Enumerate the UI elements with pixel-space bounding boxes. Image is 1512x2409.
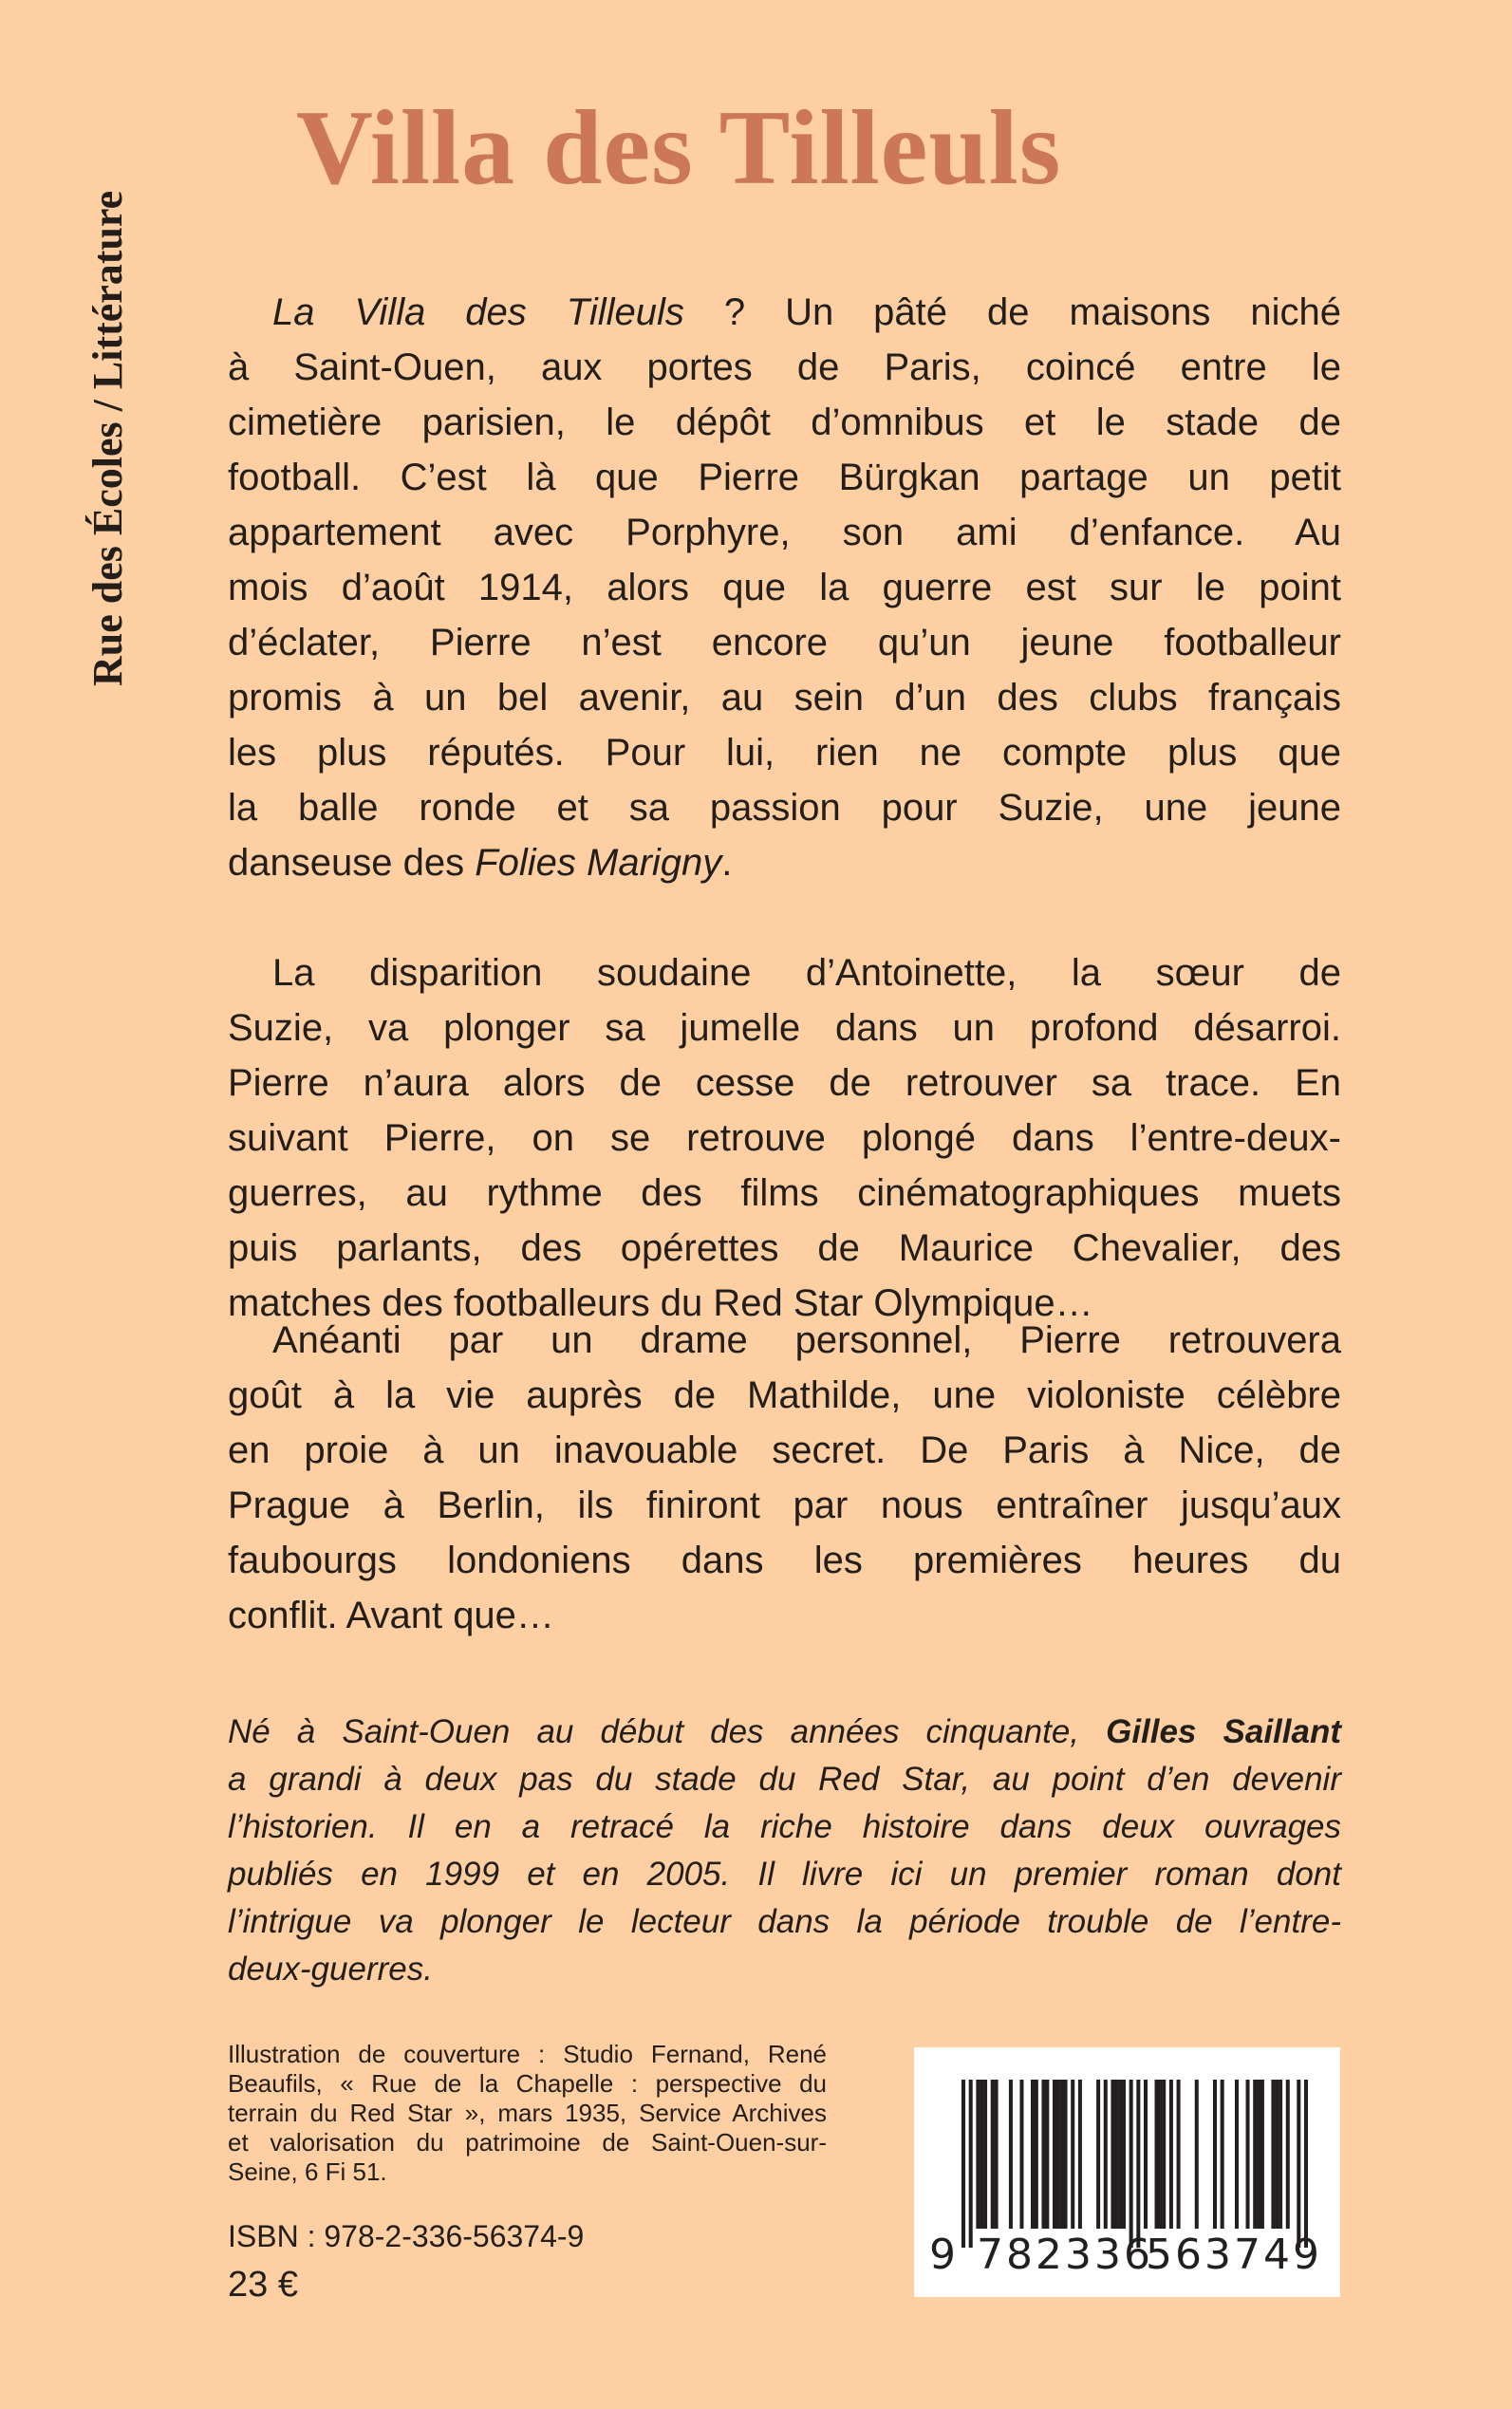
text-segment: la balle ronde et sa passion pour Suzie, une jeune bbox=[228, 787, 1341, 829]
barcode-bar bbox=[1221, 2080, 1224, 2229]
text-line bbox=[228, 1588, 1341, 1643]
barcode-right-digits: 563749 bbox=[1146, 2231, 1322, 2279]
barcode-bar bbox=[1162, 2080, 1166, 2229]
text-segment: La disparition soudaine d’Antoinette, la sœur de bbox=[272, 952, 1341, 994]
barcode-bar bbox=[1235, 2080, 1239, 2229]
text-line bbox=[228, 725, 1341, 780]
barcode-bar bbox=[1060, 2080, 1064, 2229]
barcode-left-digits: 782336 bbox=[977, 2231, 1153, 2279]
text-segment: matches des footballeurs du Red Star Olympique… bbox=[228, 1282, 1093, 1324]
barcode-bar bbox=[1111, 2080, 1114, 2229]
barcode-first-digit: 9 bbox=[929, 2231, 956, 2279]
text-segment: appartement avec Porphyre, son ami d’enfance. Au bbox=[228, 512, 1341, 553]
author-bio bbox=[228, 1709, 1341, 1993]
barcode-bar bbox=[1169, 2080, 1173, 2229]
text-segment: l’intrigue va plonger le lecteur dans la période trouble de l’entre- bbox=[228, 1903, 1341, 1940]
text-line bbox=[228, 835, 1341, 890]
text-line bbox=[228, 1111, 1341, 1166]
book-title: Villa des Tilleuls bbox=[296, 89, 1062, 207]
text-line bbox=[228, 560, 1341, 615]
barcode-bar bbox=[1246, 2080, 1250, 2229]
text-segment: puis parlants, des opérettes de Maurice Chevalier, des bbox=[228, 1227, 1341, 1269]
text-line bbox=[228, 1166, 1341, 1221]
text-line bbox=[228, 670, 1341, 725]
text-segment: Anéanti par un drame personnel, Pierre retrouvera bbox=[272, 1319, 1341, 1361]
barcode-bar bbox=[1213, 2080, 1217, 2229]
barcode-bar bbox=[1257, 2080, 1260, 2229]
cover-credits bbox=[228, 2040, 827, 2187]
barcode-bar bbox=[1122, 2080, 1126, 2229]
barcode-bar bbox=[1071, 2080, 1074, 2229]
text-line bbox=[228, 615, 1341, 670]
barcode-bar bbox=[1177, 2080, 1181, 2229]
italic-text: Folies Marigny bbox=[475, 842, 722, 884]
text-segment: guerres, au rythme des films cinématographiques muets bbox=[228, 1172, 1341, 1214]
barcode-bar bbox=[976, 2080, 980, 2229]
barcode-bar bbox=[1114, 2080, 1118, 2229]
barcode bbox=[914, 2047, 1340, 2297]
text-segment: faubourgs londoniens dans les premières heures du bbox=[228, 1540, 1341, 1581]
barcode-bar bbox=[1053, 2080, 1056, 2229]
text-line bbox=[228, 1368, 1341, 1423]
barcode-bar bbox=[1064, 2080, 1068, 2229]
text-line bbox=[228, 2069, 827, 2099]
barcode-guard-bar bbox=[1304, 2080, 1308, 2248]
barcode-bar bbox=[1144, 2080, 1148, 2229]
barcode-bar bbox=[1158, 2080, 1162, 2229]
barcode-bar bbox=[980, 2080, 983, 2229]
text-segment: terrain du Red Star », mars 1935, Service Archives bbox=[228, 2099, 827, 2127]
barcode-bar bbox=[1253, 2080, 1257, 2229]
text-segment: deux-guerres. bbox=[228, 1951, 433, 1988]
synopsis-paragraph-2 bbox=[228, 945, 1341, 1331]
barcode-bar bbox=[1045, 2080, 1049, 2229]
barcode-guard-bar bbox=[1297, 2080, 1300, 2248]
spine-collection-label: Rue des Écoles / Littérature bbox=[84, 190, 131, 686]
text-segment: promis à un bel avenir, au sein d’un des clubs français bbox=[228, 677, 1341, 719]
text-line bbox=[228, 2040, 827, 2069]
text-line bbox=[228, 450, 1341, 505]
barcode-guard-bar bbox=[1136, 2080, 1140, 2248]
text-line bbox=[228, 2157, 827, 2187]
text-segment: les plus réputés. Pour lui, rien ne compte plus que bbox=[228, 732, 1341, 774]
barcode-bar bbox=[1104, 2080, 1108, 2229]
barcode-bar bbox=[991, 2080, 995, 2229]
synopsis-paragraph-1 bbox=[228, 285, 1341, 890]
text-segment: goût à la vie auprès de Mathilde, une violoniste célèbre bbox=[228, 1374, 1341, 1416]
barcode-bar bbox=[1286, 2080, 1290, 2229]
barcode-bar bbox=[1056, 2080, 1060, 2229]
barcode-bar bbox=[1009, 2080, 1013, 2229]
barcode-bar bbox=[1271, 2080, 1275, 2229]
barcode-bar bbox=[983, 2080, 987, 2229]
text-segment: Seine, 6 Fi 51. bbox=[228, 2157, 387, 2186]
text-segment: l’historien. Il en a retracé la riche histoire dans deux ouvrages bbox=[228, 1808, 1341, 1845]
text-line bbox=[228, 1221, 1341, 1276]
text-segment: conflit. Avant que… bbox=[228, 1595, 554, 1636]
barcode-bar bbox=[1031, 2080, 1035, 2229]
text-line bbox=[228, 395, 1341, 450]
text-segment: a grandi à deux pas du stade du Red Star, au point d’en devenir bbox=[228, 1761, 1341, 1798]
text-line bbox=[228, 505, 1341, 560]
text-segment: Illustration de couverture : Studio Fernand, René bbox=[228, 2040, 827, 2068]
text-segment: en proie à un inavouable secret. De Paris à Nice, de bbox=[228, 1429, 1341, 1471]
text-line bbox=[228, 1851, 1341, 1898]
barcode-bar bbox=[995, 2080, 999, 2229]
text-line bbox=[228, 1478, 1341, 1533]
text-segment: danseuse des bbox=[228, 842, 476, 884]
text-line bbox=[228, 945, 1341, 1000]
barcode-bar bbox=[1096, 2080, 1100, 2229]
text-segment: ? Un pâté de maisons niché bbox=[683, 291, 1341, 333]
text-segment: Suzie, va plonger sa jumelle dans un profond désarroi. bbox=[228, 1007, 1341, 1049]
text-segment: . bbox=[721, 842, 733, 884]
text-segment: mois d’août 1914, alors que la guerre est sur le point bbox=[228, 567, 1341, 608]
text-line bbox=[228, 1533, 1341, 1588]
barcode-bar bbox=[1019, 2080, 1023, 2229]
barcode-bar bbox=[1118, 2080, 1122, 2229]
barcode-bar bbox=[1260, 2080, 1264, 2229]
text-segment: Beaufils, « Rue de la Chapelle : perspective du bbox=[228, 2069, 827, 2098]
synopsis-paragraph-3 bbox=[228, 1313, 1341, 1643]
text-line bbox=[228, 1756, 1341, 1803]
text-segment: Né à Saint-Ouen au début des années cinquante, bbox=[228, 1713, 1107, 1750]
text-line bbox=[228, 285, 1341, 340]
text-segment: cimetière parisien, le dépôt d’omnibus et le stade de bbox=[228, 402, 1341, 443]
barcode-bar bbox=[1275, 2080, 1279, 2229]
text-segment: et valorisation du patrimoine de Saint-Ouen-sur- bbox=[228, 2128, 827, 2157]
barcode-bar bbox=[1279, 2080, 1282, 2229]
text-segment: publiés en 1999 et en 2005. Il livre ici un premier roman dont bbox=[228, 1856, 1341, 1893]
text-segment: Prague à Berlin, ils finiront par nous entraîner jusqu’aux bbox=[228, 1485, 1341, 1526]
text-line bbox=[228, 1946, 1341, 1993]
text-line bbox=[228, 1313, 1341, 1368]
text-line bbox=[228, 1898, 1341, 1946]
barcode-guard-bar bbox=[969, 2080, 973, 2248]
barcode-bar bbox=[1041, 2080, 1045, 2229]
bold-text: Gilles Saillant bbox=[1106, 1713, 1341, 1750]
text-segment: football. C’est là que Pierre Bürgkan partage un petit bbox=[228, 457, 1341, 498]
text-segment: suivant Pierre, on se retrouve plongé dans l’entre-deux- bbox=[228, 1117, 1341, 1159]
text-line bbox=[228, 1055, 1341, 1111]
text-line bbox=[228, 340, 1341, 395]
barcode-bar bbox=[1035, 2080, 1038, 2229]
isbn-text: ISBN : 978-2-336-56374-9 bbox=[228, 2219, 585, 2253]
price: 23 € bbox=[228, 2265, 298, 2305]
barcode-bar bbox=[1155, 2080, 1159, 2229]
barcode-bar bbox=[1195, 2080, 1199, 2229]
text-line bbox=[228, 1803, 1341, 1851]
text-line bbox=[228, 2128, 827, 2157]
text-segment: d’éclater, Pierre n’est encore qu’un jeune footballeur bbox=[228, 622, 1341, 663]
text-line bbox=[228, 1709, 1341, 1756]
text-line bbox=[228, 1423, 1341, 1478]
barcode-guard-bar bbox=[961, 2080, 965, 2248]
text-segment: Pierre n’aura alors de cesse de retrouver sa trace. En bbox=[228, 1062, 1341, 1104]
text-segment: à Saint-Ouen, aux portes de Paris, coincé entre le bbox=[228, 346, 1341, 388]
barcode-guard-bar bbox=[1129, 2080, 1133, 2248]
text-line bbox=[228, 1000, 1341, 1055]
text-line bbox=[228, 2099, 827, 2128]
text-line bbox=[228, 780, 1341, 835]
barcode-bar bbox=[1078, 2080, 1082, 2229]
italic-text: La Villa des Tilleuls bbox=[272, 291, 684, 333]
